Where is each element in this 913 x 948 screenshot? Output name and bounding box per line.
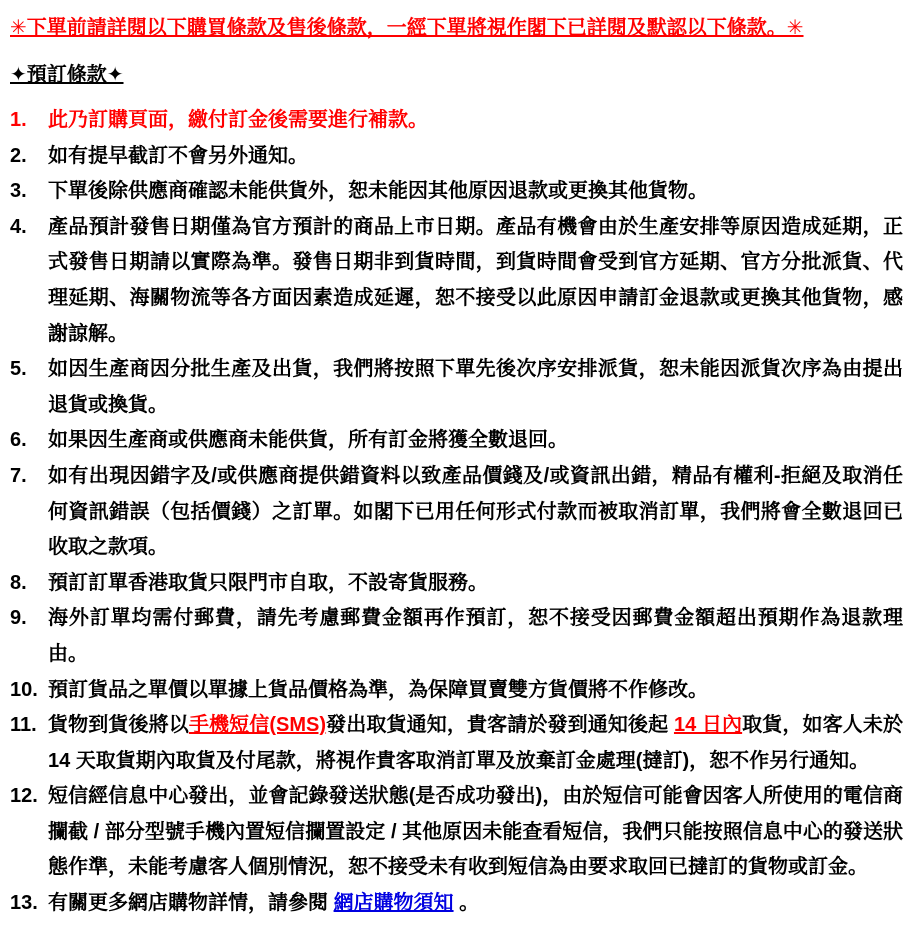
term-item-8 — [10, 566, 903, 602]
term-item-11 — [10, 708, 903, 779]
term-text-segment: 下單後除供應商確認未能供貨外，恕未能因其他原因退款或更換其他貨物。 — [48, 180, 708, 203]
term-item-1 — [10, 103, 903, 139]
term-text-segment: 如果因生產商或供應商未能供貨，所有訂金將獲全數退回。 — [48, 429, 568, 452]
term-item-5 — [10, 352, 903, 423]
term-item-4 — [10, 210, 903, 352]
term-number: 6. — [10, 429, 27, 452]
term-number: 8. — [10, 571, 27, 594]
term-text-segment: 海外訂單均需付郵費，請先考慮郵費金額再作預訂，恕不接受因郵費金額超出預期作為退款理由。 — [48, 607, 903, 665]
term-number: 12. — [10, 785, 38, 808]
term-number: 13. — [10, 892, 38, 915]
term-number: 5. — [10, 358, 27, 381]
term-number: 11. — [10, 714, 37, 737]
term-item-13 — [10, 886, 903, 922]
term-text-segment: 貨物到貨後將以 — [48, 714, 189, 737]
highlighted-text: 手機短信(SMS) — [188, 714, 327, 737]
term-text — [48, 210, 903, 352]
terms-list — [10, 103, 903, 922]
term-number: 1. — [10, 109, 27, 131]
term-text-segment: 有關更多網店購物詳情，請參閱 — [48, 892, 334, 915]
term-text-segment: 如因生產商因分批生產及出貨，我們將按照下單先後次序安排派貨，恕未能因派貨次序為由提出退貨或換貨。 — [48, 358, 903, 416]
term-text — [48, 139, 903, 175]
term-number: 9. — [10, 607, 27, 630]
term-text-segment: 如有提早截訂不會另外通知。 — [48, 144, 308, 167]
term-text — [48, 174, 903, 210]
term-text — [48, 779, 903, 886]
term-item-6 — [10, 423, 903, 459]
term-text — [48, 103, 903, 139]
term-item-2 — [10, 139, 903, 175]
term-text-segment: 預訂訂單香港取貨只限門市自取，不設寄貨服務。 — [48, 571, 488, 594]
term-text-segment: 短信經信息中心發出，並會記錄發送狀態(是否成功發出)，由於短信可能會因客人所使用的電信商攔截 / 部分型號手機內置短信攔置設定 / 其他原因未能查看短信，我們只能按照信息中心的發送狀態作準，未能考慮客人個別情況，恕不接受未有收到短信為由要求取回已撻訂的貨物或訂金。 — [48, 785, 903, 879]
term-text-segment: 。 — [453, 892, 480, 915]
term-item-12 — [10, 779, 903, 886]
term-text-segment: 預訂貨品之單價以單據上貨品價格為準，為保障買賣雙方貨價將不作修改。 — [48, 678, 708, 701]
term-number: 10. — [10, 678, 38, 701]
term-item-9 — [10, 601, 903, 672]
term-item-7 — [10, 459, 903, 566]
term-number: 3. — [10, 180, 27, 203]
term-item-10 — [10, 673, 903, 709]
term-number: 7. — [10, 464, 27, 487]
term-text-segment: 此乃訂購頁面，繳付訂金後需要進行補款。 — [48, 109, 428, 131]
term-text — [48, 601, 903, 672]
term-text-segment: 產品預計發售日期僅為官方預計的商品上市日期。產品有機會由於生產安排等原因造成延期，正式發售日期請以實際為準。發售日期非到貨時間，到貨時間會受到官方延期、官方分批派貨、代理延期、海關物流等各方面因素造成延遲，恕不接受以此原因申請訂金退款或更換其他貨物，感謝諒解。 — [48, 215, 903, 345]
term-text — [48, 708, 903, 779]
page-title: ✳下單前請詳閱以下購買條款及售後條款，一經下單將視作閣下已詳閱及默認以下條款。✳ — [10, 17, 804, 39]
term-number: 4. — [10, 215, 27, 238]
term-text — [48, 459, 903, 566]
term-text — [48, 423, 903, 459]
term-text — [48, 886, 903, 922]
term-item-3 — [10, 174, 903, 210]
section-heading-preorder-terms: ✦預訂條款✦ — [10, 64, 124, 86]
term-text-segment: 發出取貨通知，貴客請於發到通知後起 — [326, 714, 674, 737]
shop-guide-link[interactable]: 網店購物須知 — [333, 892, 454, 915]
highlighted-text: 14 日內 — [673, 714, 743, 737]
term-text — [48, 352, 903, 423]
term-text — [48, 566, 903, 602]
term-text — [48, 673, 903, 709]
term-text-segment: 取貨，如客人未於 14 天取貨期內取貨及付尾款，將視作貴客取消訂單及放棄訂金處理(撻訂)，恕不作另行通知。 — [48, 714, 904, 772]
term-number: 2. — [10, 144, 27, 167]
term-text-segment: 如有出現因錯字及/或供應商提供錯資料以致產品價錢及/或資訊出錯，精品有權利-拒絕及取消任何資訊錯誤（包括價錢）之訂單。如閣下已用任何形式付款而被取消訂單，我們將會全數退回已收取之款項。 — [48, 464, 903, 559]
